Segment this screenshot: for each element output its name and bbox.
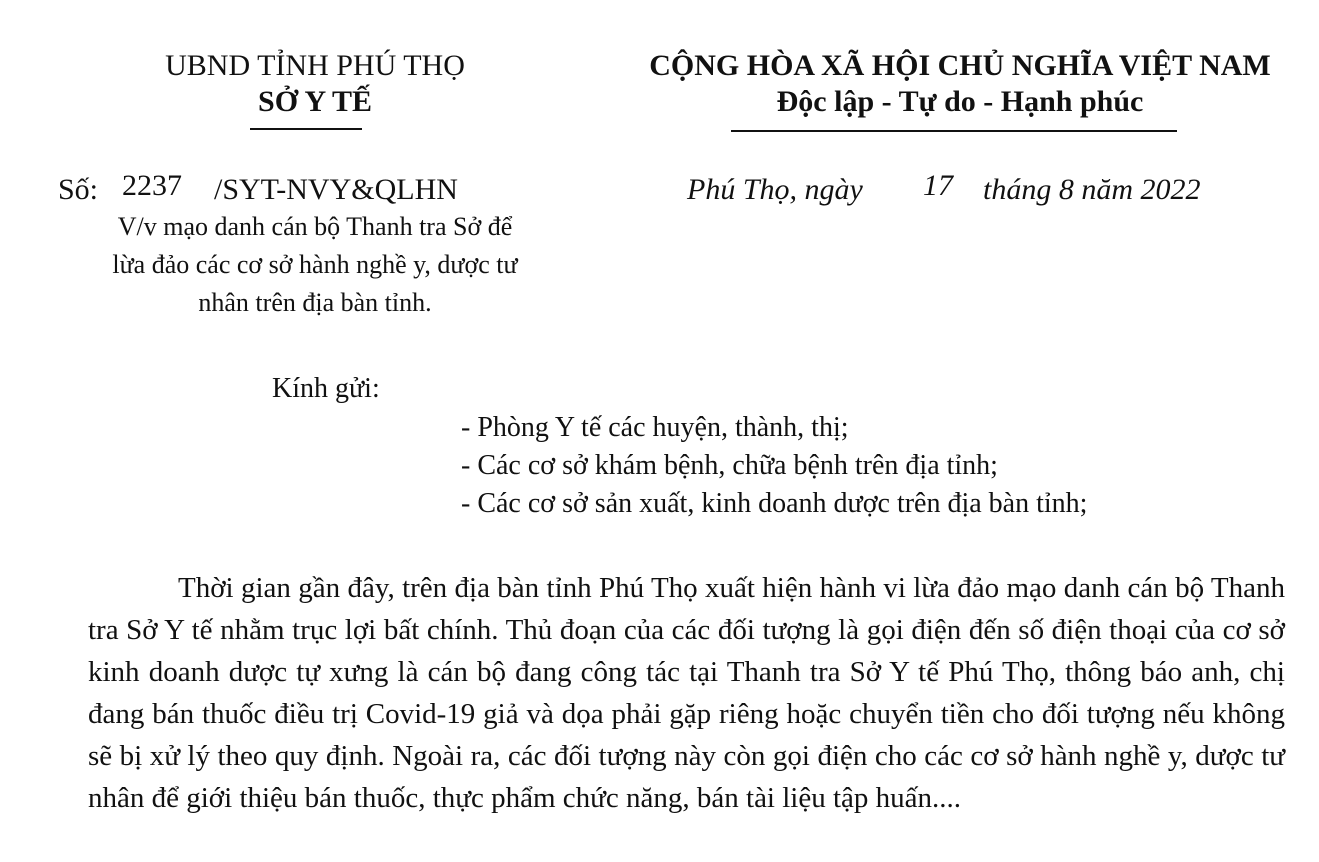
date-place: Phú Thọ, ngày bbox=[687, 173, 863, 206]
document-number bbox=[58, 168, 518, 208]
national-motto-header bbox=[615, 48, 1305, 120]
document-number-value: 2237 bbox=[122, 169, 182, 202]
salutation: Kính gửi: bbox=[272, 373, 380, 404]
document-number-prefix: Số: bbox=[58, 173, 99, 206]
subject-line: V/v mạo danh cán bộ Thanh tra Sở để bbox=[117, 212, 513, 241]
agency-underline bbox=[250, 128, 362, 130]
recipient-item: - Phòng Y tế các huyện, thành, thị; bbox=[461, 412, 849, 443]
parent-agency-name: UBND TỈNH PHÚ THỌ bbox=[165, 49, 465, 82]
recipient-list bbox=[461, 409, 1087, 523]
body-paragraph: Thời gian gần đây, trên địa bàn tỉnh Phú Thọ xuất hiện hành vi lừa đảo mạo danh cán bộ Thanh tra Sở Y tế nhằm trục lợi bất chính. Thủ đoạn của các đối tượng là gọi điện đến số điện thoại của cơ sở kinh doanh dược tự xưng là cán bộ đang công tác tại Thanh tra Sở Y tế Phú Thọ, thông báo anh, chị đang bán thuốc điều trị Covid-19 giả và dọa phải gặp riêng hoặc chuyển tiền cho đối tượng nếu không sẽ bị xử lý theo quy định. Ngoài ra, các đối tượng này còn gọi điện cho các cơ sở hành nghề y, dược tư nhân để giới thiệu bán thuốc, thực phẩm chức năng, bán tài liệu tập huấn.... bbox=[88, 572, 1285, 814]
national-motto: Độc lập - Tự do - Hạnh phúc bbox=[776, 85, 1144, 118]
agency-name: SỞ Y TẾ bbox=[258, 85, 372, 118]
subject-line: nhân trên địa bàn tỉnh. bbox=[198, 288, 432, 317]
recipient-item: - Các cơ sở sản xuất, kinh doanh dược trên địa bàn tỉnh; bbox=[461, 488, 1088, 519]
subject-block bbox=[40, 208, 590, 322]
recipient-item: - Các cơ sở khám bệnh, chữa bệnh trên địa tỉnh; bbox=[461, 450, 998, 481]
date-month-year: tháng 8 năm 2022 bbox=[983, 173, 1201, 206]
issuing-agency-header bbox=[140, 48, 490, 120]
date-day: 17 bbox=[923, 169, 953, 202]
subject-line: lừa đảo các cơ sở hành nghề y, dược tư bbox=[112, 250, 518, 279]
country-name: CỘNG HÒA XÃ HỘI CHỦ NGHĨA VIỆT NAM bbox=[649, 49, 1271, 82]
place-and-date bbox=[687, 168, 1287, 208]
motto-underline bbox=[731, 130, 1177, 132]
document-number-suffix: /SYT-NVY&QLHN bbox=[214, 173, 458, 206]
